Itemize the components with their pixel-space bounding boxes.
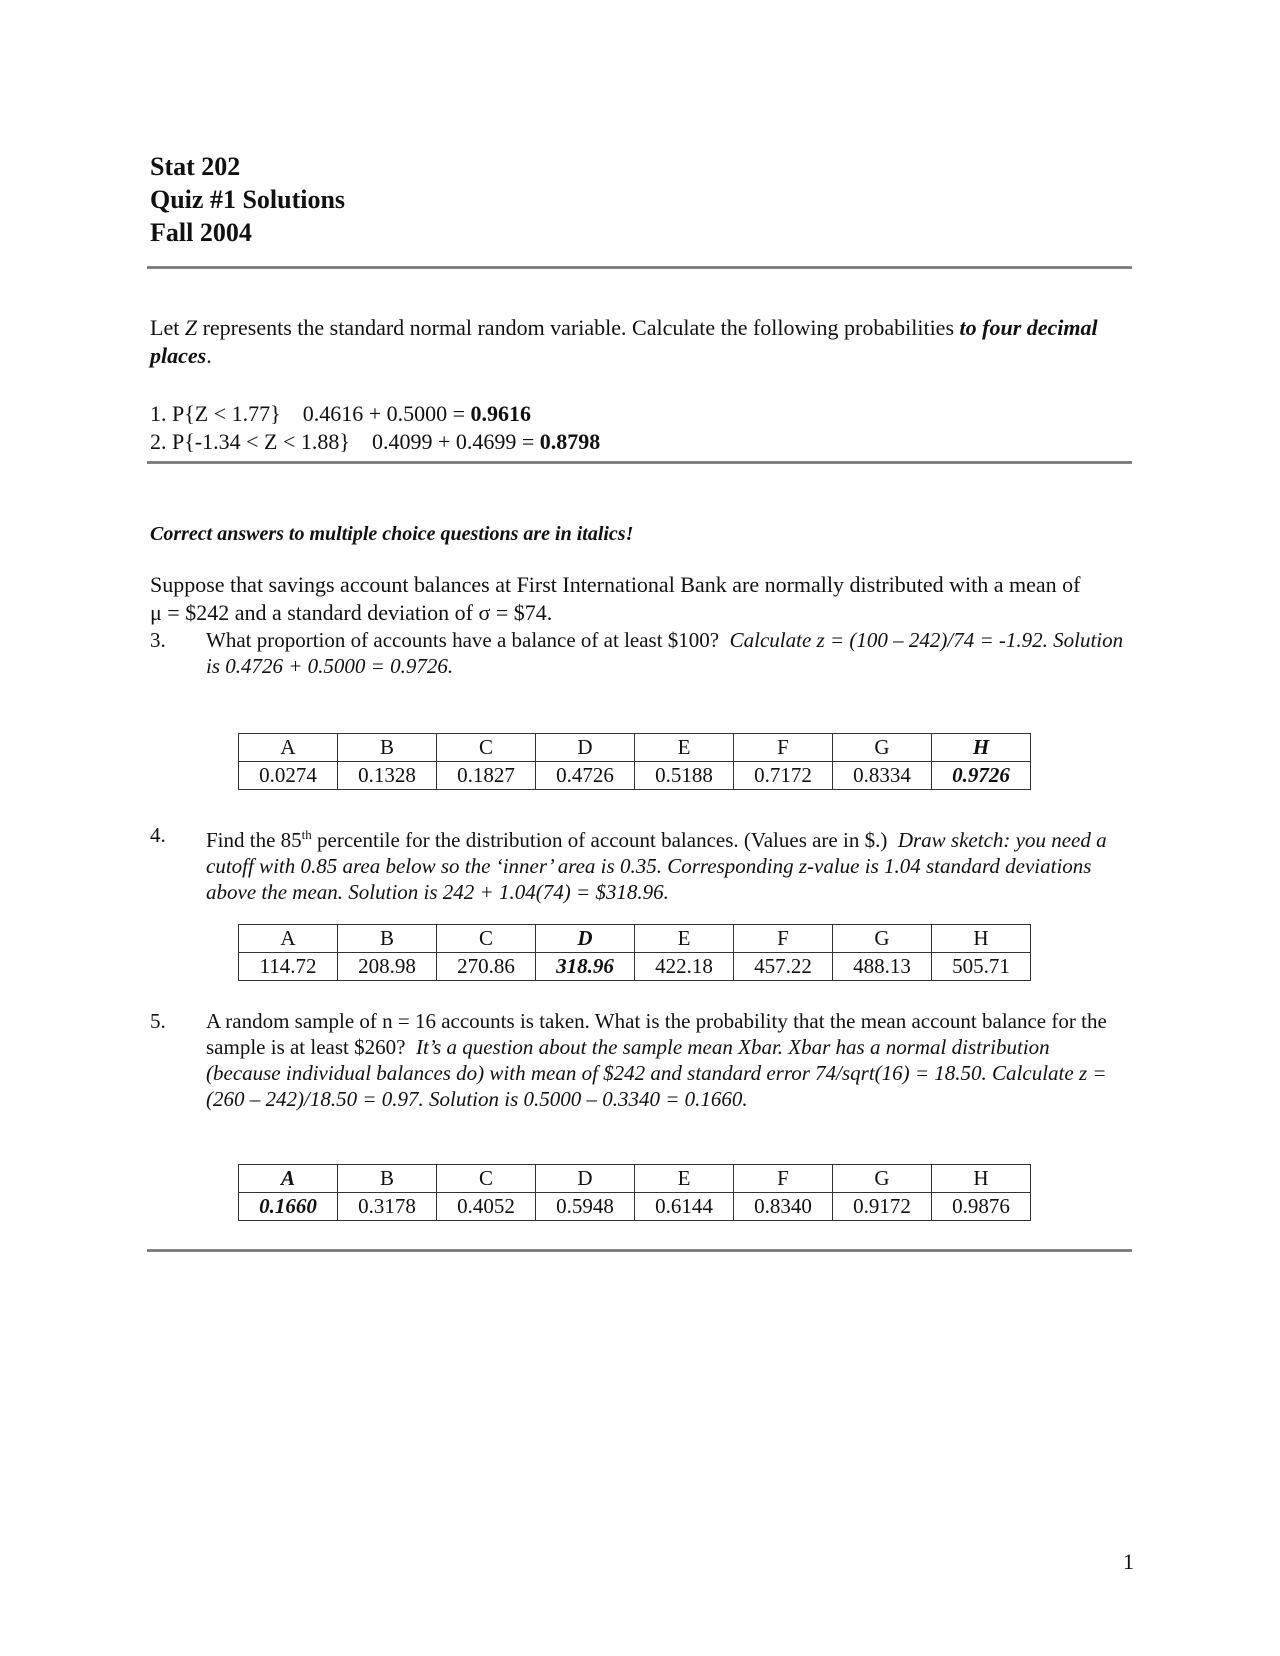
answer-value: 0.8340 xyxy=(734,1193,833,1221)
answer-value: 505.71 xyxy=(932,953,1031,981)
answer-letter-row xyxy=(239,925,1031,953)
question-text: What proportion of accounts have a balance of at least $100? Calculate z = (100 – 242)/74 = -1.92. Solution is 0.4726 + 0.5000 = 0.9726. xyxy=(206,628,1124,678)
answer-letter: D xyxy=(536,734,635,762)
answer-letter: C xyxy=(437,734,536,762)
probability-list xyxy=(150,400,600,456)
answer-value: 114.72 xyxy=(239,953,338,981)
answer-value: 0.6144 xyxy=(635,1193,734,1221)
answer-letter-row xyxy=(239,1165,1031,1193)
answer-value: 0.5948 xyxy=(536,1193,635,1221)
question-number: 5. xyxy=(150,1009,166,1033)
answer-letter: F xyxy=(734,925,833,953)
intro-paragraph: Let Z represents the standard normal random variable. Calculate the following probabilities to four decimal places. xyxy=(150,315,1098,368)
answer-value: 0.4726 xyxy=(536,762,635,790)
answer-letter: H xyxy=(932,734,1031,762)
answer-value: 0.7172 xyxy=(734,762,833,790)
answer-letter: A xyxy=(239,1165,338,1193)
quiz-title: Quiz #1 Solutions xyxy=(150,185,346,214)
answer-value: 0.8334 xyxy=(833,762,932,790)
answer-value: 208.98 xyxy=(338,953,437,981)
answer-value: 0.0274 xyxy=(239,762,338,790)
answer-letter: A xyxy=(239,734,338,762)
answer-value: 0.5188 xyxy=(635,762,734,790)
answer-letter: F xyxy=(734,734,833,762)
answer-letter: H xyxy=(932,925,1031,953)
answer-table-3 xyxy=(238,733,1031,790)
question-text: A random sample of n = 16 accounts is taken. What is the probability that the mean account balance for the sample is at least $260? It’s a question about the sample mean Xbar. Xbar has a normal distribution (because individual balances do) with mean of $242 and standard error 74/sqrt(16) = 18.50. Calculate z = (260 – 242)/18.50 = 0.97. Solution is 0.5000 – 0.3340 = 0.1660. xyxy=(206,1009,1107,1111)
answer-value: 0.3178 xyxy=(338,1193,437,1221)
answer-value: 457.22 xyxy=(734,953,833,981)
answer-letter-row xyxy=(239,734,1031,762)
answer-letter: C xyxy=(437,1165,536,1193)
answer-letter: E xyxy=(635,734,734,762)
answer-table-5 xyxy=(238,1164,1031,1221)
answer-letter: G xyxy=(833,1165,932,1193)
answer-value-row xyxy=(239,762,1031,790)
answer-letter: A xyxy=(239,925,338,953)
answer-letter: F xyxy=(734,1165,833,1193)
document-header xyxy=(150,150,345,249)
answer-letter: H xyxy=(932,1165,1031,1193)
answer-value: 0.9876 xyxy=(932,1193,1031,1221)
answer-value-row xyxy=(239,1193,1031,1221)
problem-setup: Suppose that savings account balances at First International Bank are normally distributed with a mean of μ = $242 and a standard deviation of σ = $74. xyxy=(150,572,1081,625)
divider-2 xyxy=(147,461,1132,464)
answer-table-4 xyxy=(238,924,1031,981)
answer-value: 0.1827 xyxy=(437,762,536,790)
course-title: Stat 202 xyxy=(150,152,241,181)
answer-letter: B xyxy=(338,1165,437,1193)
answer-value-row xyxy=(239,953,1031,981)
question-text: Find the 85th percentile for the distribution of account balances. (Values are in $.) Draw sketch: you need a cutoff with 0.85 area below so the ‘inner’ area is 0.35. Corresponding z-value is 1.04 standard deviations above the mean. Solution is 242 + 1.04(74) = $318.96. xyxy=(206,827,1107,904)
divider-1 xyxy=(147,266,1132,269)
question-number: 3. xyxy=(150,628,166,652)
answer-letter: D xyxy=(536,925,635,953)
answer-letter: B xyxy=(338,734,437,762)
question-number: 4. xyxy=(150,823,166,847)
answer-value: 488.13 xyxy=(833,953,932,981)
term: Fall 2004 xyxy=(150,218,252,247)
answer-value: 0.9172 xyxy=(833,1193,932,1221)
probability-item: 2. P{-1.34 < Z < 1.88} 0.4099 + 0.4699 = 0.8798 xyxy=(150,429,601,454)
answer-value: 0.4052 xyxy=(437,1193,536,1221)
answer-letter: B xyxy=(338,925,437,953)
answer-letter: E xyxy=(635,1165,734,1193)
answer-value: 0.9726 xyxy=(932,762,1031,790)
answer-letter: E xyxy=(635,925,734,953)
italics-note: Correct answers to multiple choice questions are in italics! xyxy=(150,523,634,545)
divider-3 xyxy=(147,1249,1132,1252)
answer-letter: G xyxy=(833,925,932,953)
answer-letter: G xyxy=(833,734,932,762)
page-number: 1 xyxy=(1123,1549,1134,1574)
answer-letter: C xyxy=(437,925,536,953)
answer-value: 0.1660 xyxy=(239,1193,338,1221)
probability-item: 1. P{Z < 1.77} 0.4616 + 0.5000 = 0.9616 xyxy=(150,401,532,426)
answer-letter: D xyxy=(536,1165,635,1193)
answer-value: 0.1328 xyxy=(338,762,437,790)
answer-value: 270.86 xyxy=(437,953,536,981)
answer-value: 318.96 xyxy=(536,953,635,981)
answer-value: 422.18 xyxy=(635,953,734,981)
